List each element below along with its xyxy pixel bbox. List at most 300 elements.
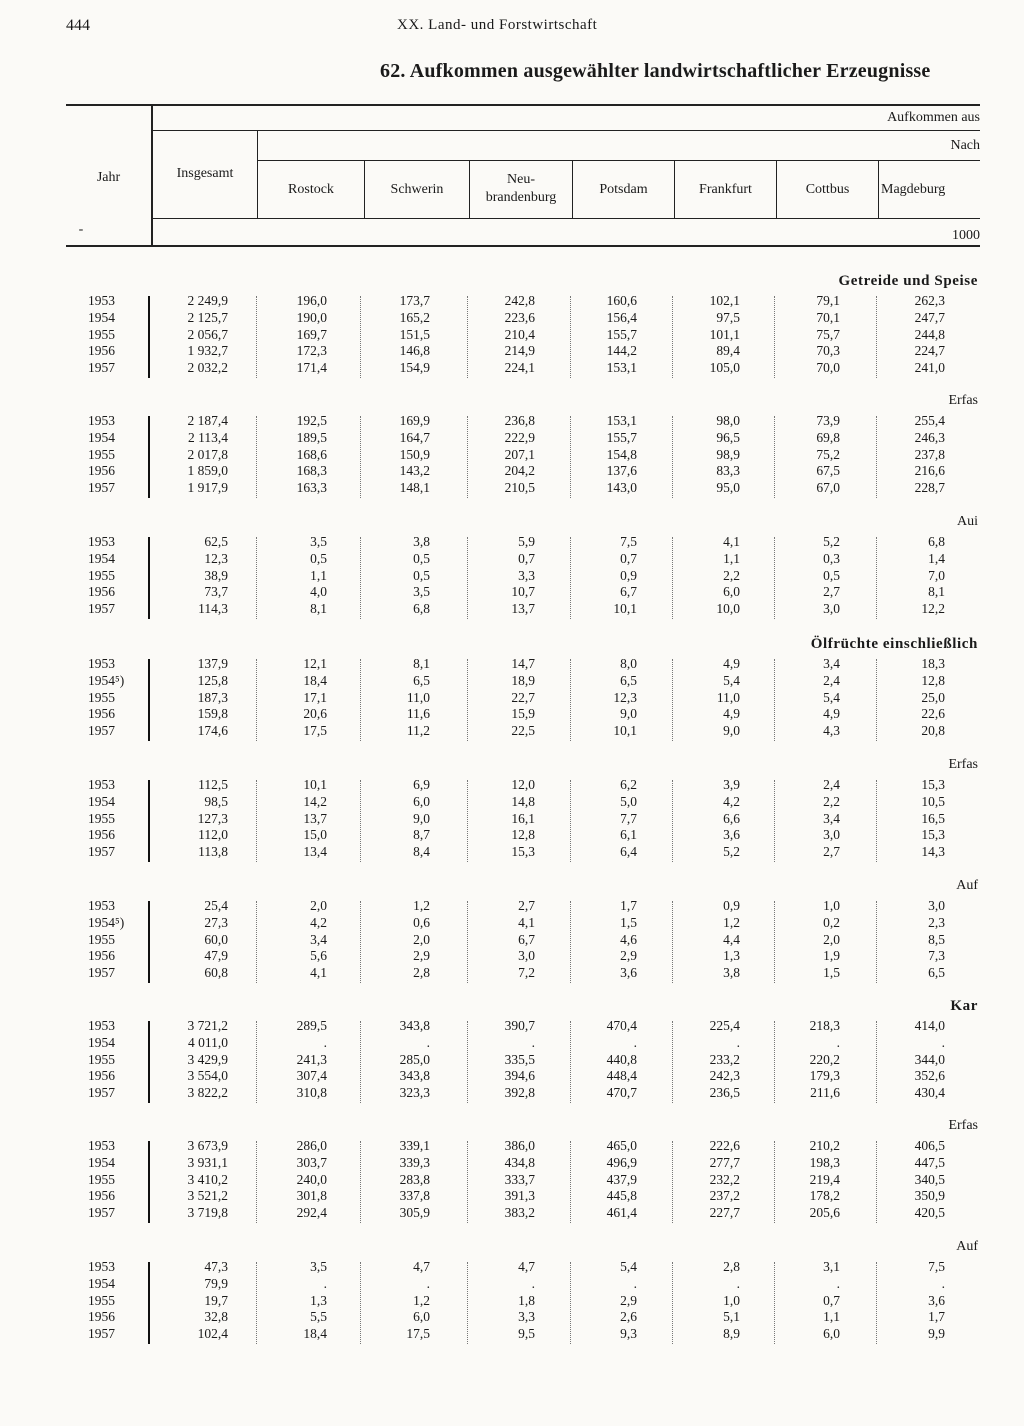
cell-frankfurt: 277,7 bbox=[709, 1154, 740, 1170]
table-row bbox=[0, 1293, 1024, 1310]
cell-rostock: 5,6 bbox=[310, 948, 327, 964]
cell-year: 1956 bbox=[88, 463, 115, 479]
header-dash: - bbox=[78, 222, 84, 237]
cell-potsdam: 2,6 bbox=[620, 1309, 637, 1325]
cell-insgesamt: 73,7 bbox=[204, 584, 228, 600]
header-bottom-rule bbox=[66, 245, 980, 247]
section-label: Auf bbox=[956, 878, 978, 893]
cell-magdeburg: 420,5 bbox=[914, 1205, 945, 1221]
cell-schwerin: 2,8 bbox=[413, 965, 430, 981]
cell-rostock: 10,1 bbox=[303, 777, 327, 792]
cell-insgesamt: 112,5 bbox=[198, 777, 228, 792]
cell-cottbus: . bbox=[836, 1034, 840, 1050]
cell-neubrandenburg: 9,5 bbox=[518, 1326, 535, 1342]
cell-rostock: 18,4 bbox=[303, 672, 327, 688]
table-row bbox=[0, 1052, 1024, 1069]
cell-cottbus: 178,2 bbox=[809, 1188, 840, 1204]
cell-potsdam: 5,0 bbox=[620, 793, 637, 809]
cell-potsdam: 7,7 bbox=[620, 810, 637, 826]
table-row bbox=[0, 898, 1024, 915]
cell-insgesamt: 3 554,0 bbox=[187, 1068, 228, 1084]
cell-schwerin: 343,8 bbox=[399, 1018, 430, 1033]
header-neubrandenburg-2: brandenburg bbox=[485, 190, 557, 205]
cell-magdeburg: 350,9 bbox=[914, 1188, 945, 1204]
cell-insgesamt: 174,6 bbox=[197, 723, 228, 739]
section-label: Erfas bbox=[948, 1118, 978, 1133]
cell-insgesamt: 1 917,9 bbox=[187, 480, 228, 496]
cell-frankfurt: 5,2 bbox=[723, 844, 740, 860]
cell-frankfurt: 105,0 bbox=[709, 360, 740, 376]
cell-cottbus: 70,0 bbox=[816, 360, 840, 376]
cell-magdeburg: 237,8 bbox=[914, 446, 945, 462]
cell-neubrandenburg: 333,7 bbox=[504, 1171, 535, 1187]
table-row bbox=[0, 827, 1024, 844]
cell-insgesamt: 1 932,7 bbox=[187, 343, 228, 359]
cell-magdeburg: 22,6 bbox=[921, 706, 945, 722]
cell-rostock: 17,5 bbox=[303, 723, 327, 739]
cell-schwerin: 3,5 bbox=[413, 584, 430, 600]
cell-year: 1955 bbox=[88, 326, 115, 342]
table-row bbox=[0, 1155, 1024, 1172]
cell-potsdam: 2,9 bbox=[620, 1292, 637, 1308]
cell-cottbus: 4,9 bbox=[823, 706, 840, 722]
cell-frankfurt: 4,4 bbox=[723, 931, 740, 947]
cell-frankfurt: 6,6 bbox=[723, 810, 740, 826]
cell-frankfurt: 97,5 bbox=[716, 309, 740, 325]
cell-potsdam: 6,1 bbox=[620, 827, 637, 843]
cell-cottbus: 70,3 bbox=[816, 343, 840, 359]
cell-rostock: . bbox=[323, 1034, 327, 1050]
cell-cottbus: 4,3 bbox=[823, 723, 840, 739]
cell-insgesamt: 3 410,2 bbox=[187, 1171, 228, 1187]
cell-frankfurt: 4,9 bbox=[723, 706, 740, 722]
cell-rostock: 171,4 bbox=[296, 360, 327, 376]
cell-cottbus: 73,9 bbox=[816, 413, 840, 428]
cell-cottbus: 2,2 bbox=[823, 793, 840, 809]
cell-magdeburg: 20,8 bbox=[921, 723, 945, 739]
cell-rostock: 286,0 bbox=[296, 1138, 327, 1153]
cell-potsdam: . bbox=[633, 1034, 637, 1050]
table-row bbox=[0, 673, 1024, 690]
cell-frankfurt: 5,4 bbox=[723, 672, 740, 688]
cell-frankfurt: 242,3 bbox=[709, 1068, 740, 1084]
cell-potsdam: 9,3 bbox=[620, 1326, 637, 1342]
cell-neubrandenburg: 223,6 bbox=[504, 309, 535, 325]
cell-year: 1956 bbox=[88, 1188, 115, 1204]
cell-neubrandenburg: 210,5 bbox=[504, 480, 535, 496]
cell-year: 1957 bbox=[88, 1085, 115, 1101]
section-label: Kar bbox=[950, 998, 978, 1014]
cell-insgesamt: 3 719,8 bbox=[187, 1205, 228, 1221]
cell-potsdam: 470,7 bbox=[606, 1085, 637, 1101]
cell-insgesamt: 125,8 bbox=[197, 672, 228, 688]
cell-schwerin: 154,9 bbox=[399, 360, 430, 376]
cell-frankfurt: 236,5 bbox=[709, 1085, 740, 1101]
cell-year: 1953 bbox=[88, 1018, 115, 1033]
cell-frankfurt: 5,1 bbox=[723, 1309, 740, 1325]
cell-insgesamt: 114,3 bbox=[198, 601, 228, 617]
cell-schwerin: 339,1 bbox=[399, 1138, 430, 1153]
header-jahr: Jahr bbox=[96, 170, 121, 185]
cell-neubrandenburg: 6,7 bbox=[518, 931, 535, 947]
cell-year: 1955 bbox=[88, 446, 115, 462]
cell-cottbus: 2,4 bbox=[823, 777, 840, 792]
cell-potsdam: 153,1 bbox=[606, 360, 637, 376]
cell-cottbus: 3,1 bbox=[823, 1259, 840, 1274]
cell-neubrandenburg: 4,1 bbox=[518, 914, 535, 930]
cell-frankfurt: 232,2 bbox=[709, 1171, 740, 1187]
cell-potsdam: 160,6 bbox=[606, 293, 637, 308]
table-row bbox=[0, 1188, 1024, 1205]
cell-frankfurt: 6,0 bbox=[723, 584, 740, 600]
cell-rostock: 1,3 bbox=[310, 1292, 327, 1308]
table-row bbox=[0, 915, 1024, 932]
cell-rostock: 301,8 bbox=[296, 1188, 327, 1204]
cell-rostock: 3,5 bbox=[310, 534, 327, 549]
cell-cottbus: 69,8 bbox=[816, 429, 840, 445]
cell-schwerin: 8,7 bbox=[413, 827, 430, 843]
cell-schwerin: 6,0 bbox=[413, 793, 430, 809]
cell-potsdam: 137,6 bbox=[606, 463, 637, 479]
cell-neubrandenburg: 15,3 bbox=[511, 844, 535, 860]
table-row bbox=[0, 447, 1024, 464]
cell-potsdam: 8,0 bbox=[620, 656, 637, 671]
cell-rostock: 13,4 bbox=[303, 844, 327, 860]
cell-cottbus: 5,4 bbox=[823, 689, 840, 705]
cell-year: 1954⁵) bbox=[88, 914, 125, 930]
cell-neubrandenburg: 4,7 bbox=[518, 1259, 535, 1274]
cell-year: 1957 bbox=[88, 601, 115, 617]
cell-schwerin: 8,4 bbox=[413, 844, 430, 860]
cell-rostock: 303,7 bbox=[296, 1154, 327, 1170]
table-row bbox=[0, 1259, 1024, 1276]
cell-neubrandenburg: 204,2 bbox=[504, 463, 535, 479]
cell-rostock: 307,4 bbox=[296, 1068, 327, 1084]
table-row bbox=[0, 360, 1024, 377]
table-row bbox=[0, 656, 1024, 673]
cell-insgesamt: 60,0 bbox=[204, 931, 228, 947]
table-row bbox=[0, 1172, 1024, 1189]
cell-neubrandenburg: 0,7 bbox=[518, 550, 535, 566]
table-row bbox=[0, 1068, 1024, 1085]
cell-schwerin: 11,2 bbox=[406, 723, 430, 739]
cell-insgesamt: 112,0 bbox=[198, 827, 228, 843]
cell-potsdam: 156,4 bbox=[606, 309, 637, 325]
cell-frankfurt: 89,4 bbox=[716, 343, 740, 359]
cell-cottbus: 179,3 bbox=[809, 1068, 840, 1084]
cell-insgesamt: 60,8 bbox=[204, 965, 228, 981]
cell-frankfurt: 3,9 bbox=[723, 777, 740, 792]
cell-potsdam: 1,7 bbox=[620, 898, 637, 913]
cell-year: 1953 bbox=[88, 293, 115, 308]
cell-frankfurt: 9,0 bbox=[723, 723, 740, 739]
cell-insgesamt: 3 721,2 bbox=[187, 1018, 228, 1033]
cell-frankfurt: 95,0 bbox=[716, 480, 740, 496]
cell-cottbus: 0,5 bbox=[823, 567, 840, 583]
cell-rostock: 4,1 bbox=[310, 965, 327, 981]
cell-frankfurt: 237,2 bbox=[709, 1188, 740, 1204]
cell-year: 1955 bbox=[88, 1292, 115, 1308]
cell-neubrandenburg: 14,7 bbox=[511, 656, 535, 671]
table-row bbox=[0, 1309, 1024, 1326]
cell-magdeburg: 246,3 bbox=[914, 429, 945, 445]
cell-cottbus: 79,1 bbox=[816, 293, 840, 308]
cell-magdeburg: 241,0 bbox=[914, 360, 945, 376]
cell-rostock: 12,1 bbox=[303, 656, 327, 671]
cell-year: 1953 bbox=[88, 898, 115, 913]
cell-schwerin: 169,9 bbox=[399, 413, 430, 428]
cell-insgesamt: 2 187,4 bbox=[187, 413, 228, 428]
cell-frankfurt: 102,1 bbox=[709, 293, 740, 308]
table-row bbox=[0, 327, 1024, 344]
cell-schwerin: 150,9 bbox=[399, 446, 430, 462]
cell-year: 1954 bbox=[88, 1275, 115, 1291]
cell-cottbus: 205,6 bbox=[809, 1205, 840, 1221]
header-col-line bbox=[469, 160, 470, 218]
cell-year: 1954 bbox=[88, 1154, 115, 1170]
table-title: 62. Aufkommen ausgewählter landwirtschaftlicher Erzeugnisse bbox=[380, 60, 931, 82]
cell-schwerin: 6,8 bbox=[413, 601, 430, 617]
cell-neubrandenburg: 214,9 bbox=[504, 343, 535, 359]
cell-schwerin: 151,5 bbox=[399, 326, 430, 342]
cell-year: 1957 bbox=[88, 965, 115, 981]
header-nach: Nach bbox=[950, 138, 980, 153]
cell-cottbus: 1,0 bbox=[823, 898, 840, 913]
table-row bbox=[0, 480, 1024, 497]
header-magdeburg: Magdeburg bbox=[881, 182, 946, 197]
cell-year: 1957 bbox=[88, 1326, 115, 1342]
cell-rostock: 168,3 bbox=[296, 463, 327, 479]
cell-frankfurt: . bbox=[736, 1034, 740, 1050]
cell-magdeburg: 12,8 bbox=[921, 672, 945, 688]
cell-schwerin: 173,7 bbox=[399, 293, 430, 308]
page-number: 444 bbox=[66, 17, 90, 34]
cell-year: 1956 bbox=[88, 827, 115, 843]
cell-cottbus: 3,4 bbox=[823, 810, 840, 826]
cell-cottbus: 2,7 bbox=[823, 844, 840, 860]
cell-year: 1954 bbox=[88, 793, 115, 809]
cell-potsdam: 144,2 bbox=[606, 343, 637, 359]
cell-schwerin: 148,1 bbox=[399, 480, 430, 496]
cell-potsdam: 5,4 bbox=[620, 1259, 637, 1274]
cell-neubrandenburg: . bbox=[531, 1034, 535, 1050]
cell-frankfurt: 1,1 bbox=[723, 550, 740, 566]
cell-year: 1956 bbox=[88, 948, 115, 964]
table-row bbox=[0, 777, 1024, 794]
cell-potsdam: 445,8 bbox=[606, 1188, 637, 1204]
cell-frankfurt: 233,2 bbox=[709, 1051, 740, 1067]
cell-schwerin: 146,8 bbox=[399, 343, 430, 359]
cell-year: 1956 bbox=[88, 1309, 115, 1325]
cell-rostock: 292,4 bbox=[296, 1205, 327, 1221]
cell-year: 1955 bbox=[88, 1051, 115, 1067]
table-row bbox=[0, 844, 1024, 861]
cell-rostock: . bbox=[323, 1275, 327, 1291]
cell-insgesamt: 102,4 bbox=[197, 1326, 228, 1342]
cell-cottbus: 219,4 bbox=[809, 1171, 840, 1187]
table-row bbox=[0, 1035, 1024, 1052]
cell-neubrandenburg: 224,1 bbox=[504, 360, 535, 376]
cell-schwerin: 339,3 bbox=[399, 1154, 430, 1170]
cell-cottbus: 6,0 bbox=[823, 1326, 840, 1342]
header-rostock: Rostock bbox=[288, 182, 334, 197]
table-row bbox=[0, 1138, 1024, 1155]
cell-schwerin: 1,2 bbox=[413, 898, 430, 913]
cell-rostock: 172,3 bbox=[296, 343, 327, 359]
cell-year: 1956 bbox=[88, 706, 115, 722]
cell-rostock: 196,0 bbox=[296, 293, 327, 308]
cell-year: 1957 bbox=[88, 723, 115, 739]
cell-neubrandenburg: 390,7 bbox=[504, 1018, 535, 1033]
cell-magdeburg: 414,0 bbox=[914, 1018, 945, 1033]
cell-potsdam: 440,8 bbox=[606, 1051, 637, 1067]
cell-schwerin: 17,5 bbox=[406, 1326, 430, 1342]
cell-potsdam: 10,1 bbox=[613, 723, 637, 739]
cell-schwerin: 1,2 bbox=[413, 1292, 430, 1308]
cell-potsdam: 461,4 bbox=[606, 1205, 637, 1221]
cell-potsdam: 155,7 bbox=[606, 429, 637, 445]
cell-rostock: 241,3 bbox=[296, 1051, 327, 1067]
cell-insgesamt: 1 859,0 bbox=[187, 463, 228, 479]
cell-year: 1953 bbox=[88, 534, 115, 549]
cell-insgesamt: 27,3 bbox=[204, 914, 228, 930]
table-row bbox=[0, 794, 1024, 811]
cell-year: 1953 bbox=[88, 656, 115, 671]
cell-year: 1955 bbox=[88, 567, 115, 583]
cell-frankfurt: 4,2 bbox=[723, 793, 740, 809]
cell-year: 1953 bbox=[88, 413, 115, 428]
table-row bbox=[0, 430, 1024, 447]
cell-year: 1953 bbox=[88, 777, 115, 792]
cell-insgesamt: 187,3 bbox=[197, 689, 228, 705]
cell-insgesamt: 3 429,9 bbox=[187, 1051, 228, 1067]
cell-insgesamt: 3 931,1 bbox=[187, 1154, 228, 1170]
cell-neubrandenburg: 3,3 bbox=[518, 567, 535, 583]
cell-potsdam: 154,8 bbox=[606, 446, 637, 462]
cell-neubrandenburg: 22,5 bbox=[511, 723, 535, 739]
cell-year: 1954 bbox=[88, 309, 115, 325]
cell-year: 1956 bbox=[88, 1068, 115, 1084]
cell-magdeburg: 224,7 bbox=[914, 343, 945, 359]
cell-magdeburg: 344,0 bbox=[914, 1051, 945, 1067]
cell-insgesamt: 4 011,0 bbox=[188, 1034, 228, 1050]
cell-magdeburg: 15,3 bbox=[921, 777, 945, 792]
table-row bbox=[0, 932, 1024, 949]
cell-cottbus: 211,6 bbox=[810, 1085, 840, 1101]
table-row bbox=[0, 310, 1024, 327]
cell-magdeburg: 7,5 bbox=[928, 1259, 945, 1274]
header-rule-districts bbox=[153, 218, 980, 219]
cell-magdeburg: 6,8 bbox=[928, 534, 945, 549]
cell-schwerin: 343,8 bbox=[399, 1068, 430, 1084]
cell-schwerin: 323,3 bbox=[399, 1085, 430, 1101]
cell-rostock: 0,5 bbox=[310, 550, 327, 566]
cell-year: 1955 bbox=[88, 931, 115, 947]
cell-insgesamt: 3 673,9 bbox=[187, 1138, 228, 1153]
header-schwerin: Schwerin bbox=[390, 182, 444, 197]
table-row bbox=[0, 584, 1024, 601]
cell-cottbus: 210,2 bbox=[809, 1138, 840, 1153]
cell-neubrandenburg: 12,0 bbox=[511, 777, 535, 792]
header-col-line bbox=[257, 130, 258, 218]
cell-rostock: 4,2 bbox=[310, 914, 327, 930]
cell-cottbus: 2,4 bbox=[823, 672, 840, 688]
cell-neubrandenburg: 10,7 bbox=[511, 584, 535, 600]
cell-neubrandenburg: 3,3 bbox=[518, 1309, 535, 1325]
cell-magdeburg: 15,3 bbox=[921, 827, 945, 843]
cell-magdeburg: 16,5 bbox=[921, 810, 945, 826]
cell-cottbus: 1,1 bbox=[823, 1309, 840, 1325]
cell-cottbus: 2,7 bbox=[823, 584, 840, 600]
cell-year: 1955 bbox=[88, 689, 115, 705]
cell-potsdam: . bbox=[633, 1275, 637, 1291]
cell-magdeburg: 2,3 bbox=[928, 914, 945, 930]
cell-neubrandenburg: 386,0 bbox=[504, 1138, 535, 1153]
cell-neubrandenburg: 394,6 bbox=[504, 1068, 535, 1084]
cell-insgesamt: 3 822,2 bbox=[187, 1085, 228, 1101]
cell-potsdam: 0,7 bbox=[620, 550, 637, 566]
cell-potsdam: 143,0 bbox=[606, 480, 637, 496]
cell-rostock: 1,1 bbox=[310, 567, 327, 583]
table-row bbox=[0, 690, 1024, 707]
header-unit: 1000 bbox=[952, 228, 980, 243]
cell-magdeburg: 18,3 bbox=[921, 656, 945, 671]
table-row bbox=[0, 1085, 1024, 1102]
table-row bbox=[0, 723, 1024, 740]
cell-neubrandenburg: 207,1 bbox=[504, 446, 535, 462]
cell-insgesamt: 2 125,7 bbox=[187, 309, 228, 325]
cell-potsdam: 12,3 bbox=[613, 689, 637, 705]
cell-neubrandenburg: 392,8 bbox=[504, 1085, 535, 1101]
header-insgesamt: Insgesamt bbox=[176, 166, 234, 181]
cell-cottbus: 1,5 bbox=[823, 965, 840, 981]
cell-frankfurt: 1,2 bbox=[723, 914, 740, 930]
cell-magdeburg: . bbox=[941, 1275, 945, 1291]
cell-magdeburg: 7,0 bbox=[928, 567, 945, 583]
table-row bbox=[0, 463, 1024, 480]
cell-potsdam: 465,0 bbox=[606, 1138, 637, 1153]
cell-potsdam: 6,4 bbox=[620, 844, 637, 860]
cell-rostock: 190,0 bbox=[296, 309, 327, 325]
chapter-heading: XX. Land- und Forstwirtschaft bbox=[397, 17, 598, 33]
cell-insgesamt: 2 249,9 bbox=[187, 293, 228, 308]
cell-insgesamt: 2 032,2 bbox=[187, 360, 228, 376]
cell-neubrandenburg: 1,8 bbox=[518, 1292, 535, 1308]
cell-rostock: 289,5 bbox=[296, 1018, 327, 1033]
cell-rostock: 18,4 bbox=[303, 1326, 327, 1342]
cell-year: 1957 bbox=[88, 844, 115, 860]
cell-magdeburg: 406,5 bbox=[914, 1138, 945, 1153]
cell-neubrandenburg: 335,5 bbox=[504, 1051, 535, 1067]
cell-frankfurt: 0,9 bbox=[723, 898, 740, 913]
cell-cottbus: 198,3 bbox=[809, 1154, 840, 1170]
cell-rostock: 169,7 bbox=[296, 326, 327, 342]
cell-rostock: 8,1 bbox=[310, 601, 327, 617]
cell-neubrandenburg: 18,9 bbox=[511, 672, 535, 688]
cell-neubrandenburg: 210,4 bbox=[504, 326, 535, 342]
cell-frankfurt: 3,6 bbox=[723, 827, 740, 843]
cell-year: 1957 bbox=[88, 480, 115, 496]
header-aufkommen: Aufkommen aus bbox=[887, 110, 980, 125]
cell-schwerin: 11,6 bbox=[406, 706, 430, 722]
cell-schwerin: 0,5 bbox=[413, 550, 430, 566]
table-row bbox=[0, 1018, 1024, 1035]
table-row bbox=[0, 413, 1024, 430]
cell-schwerin: 3,8 bbox=[413, 534, 430, 549]
cell-insgesamt: 137,9 bbox=[197, 656, 228, 671]
cell-schwerin: 164,7 bbox=[399, 429, 430, 445]
cell-cottbus: 0,3 bbox=[823, 550, 840, 566]
